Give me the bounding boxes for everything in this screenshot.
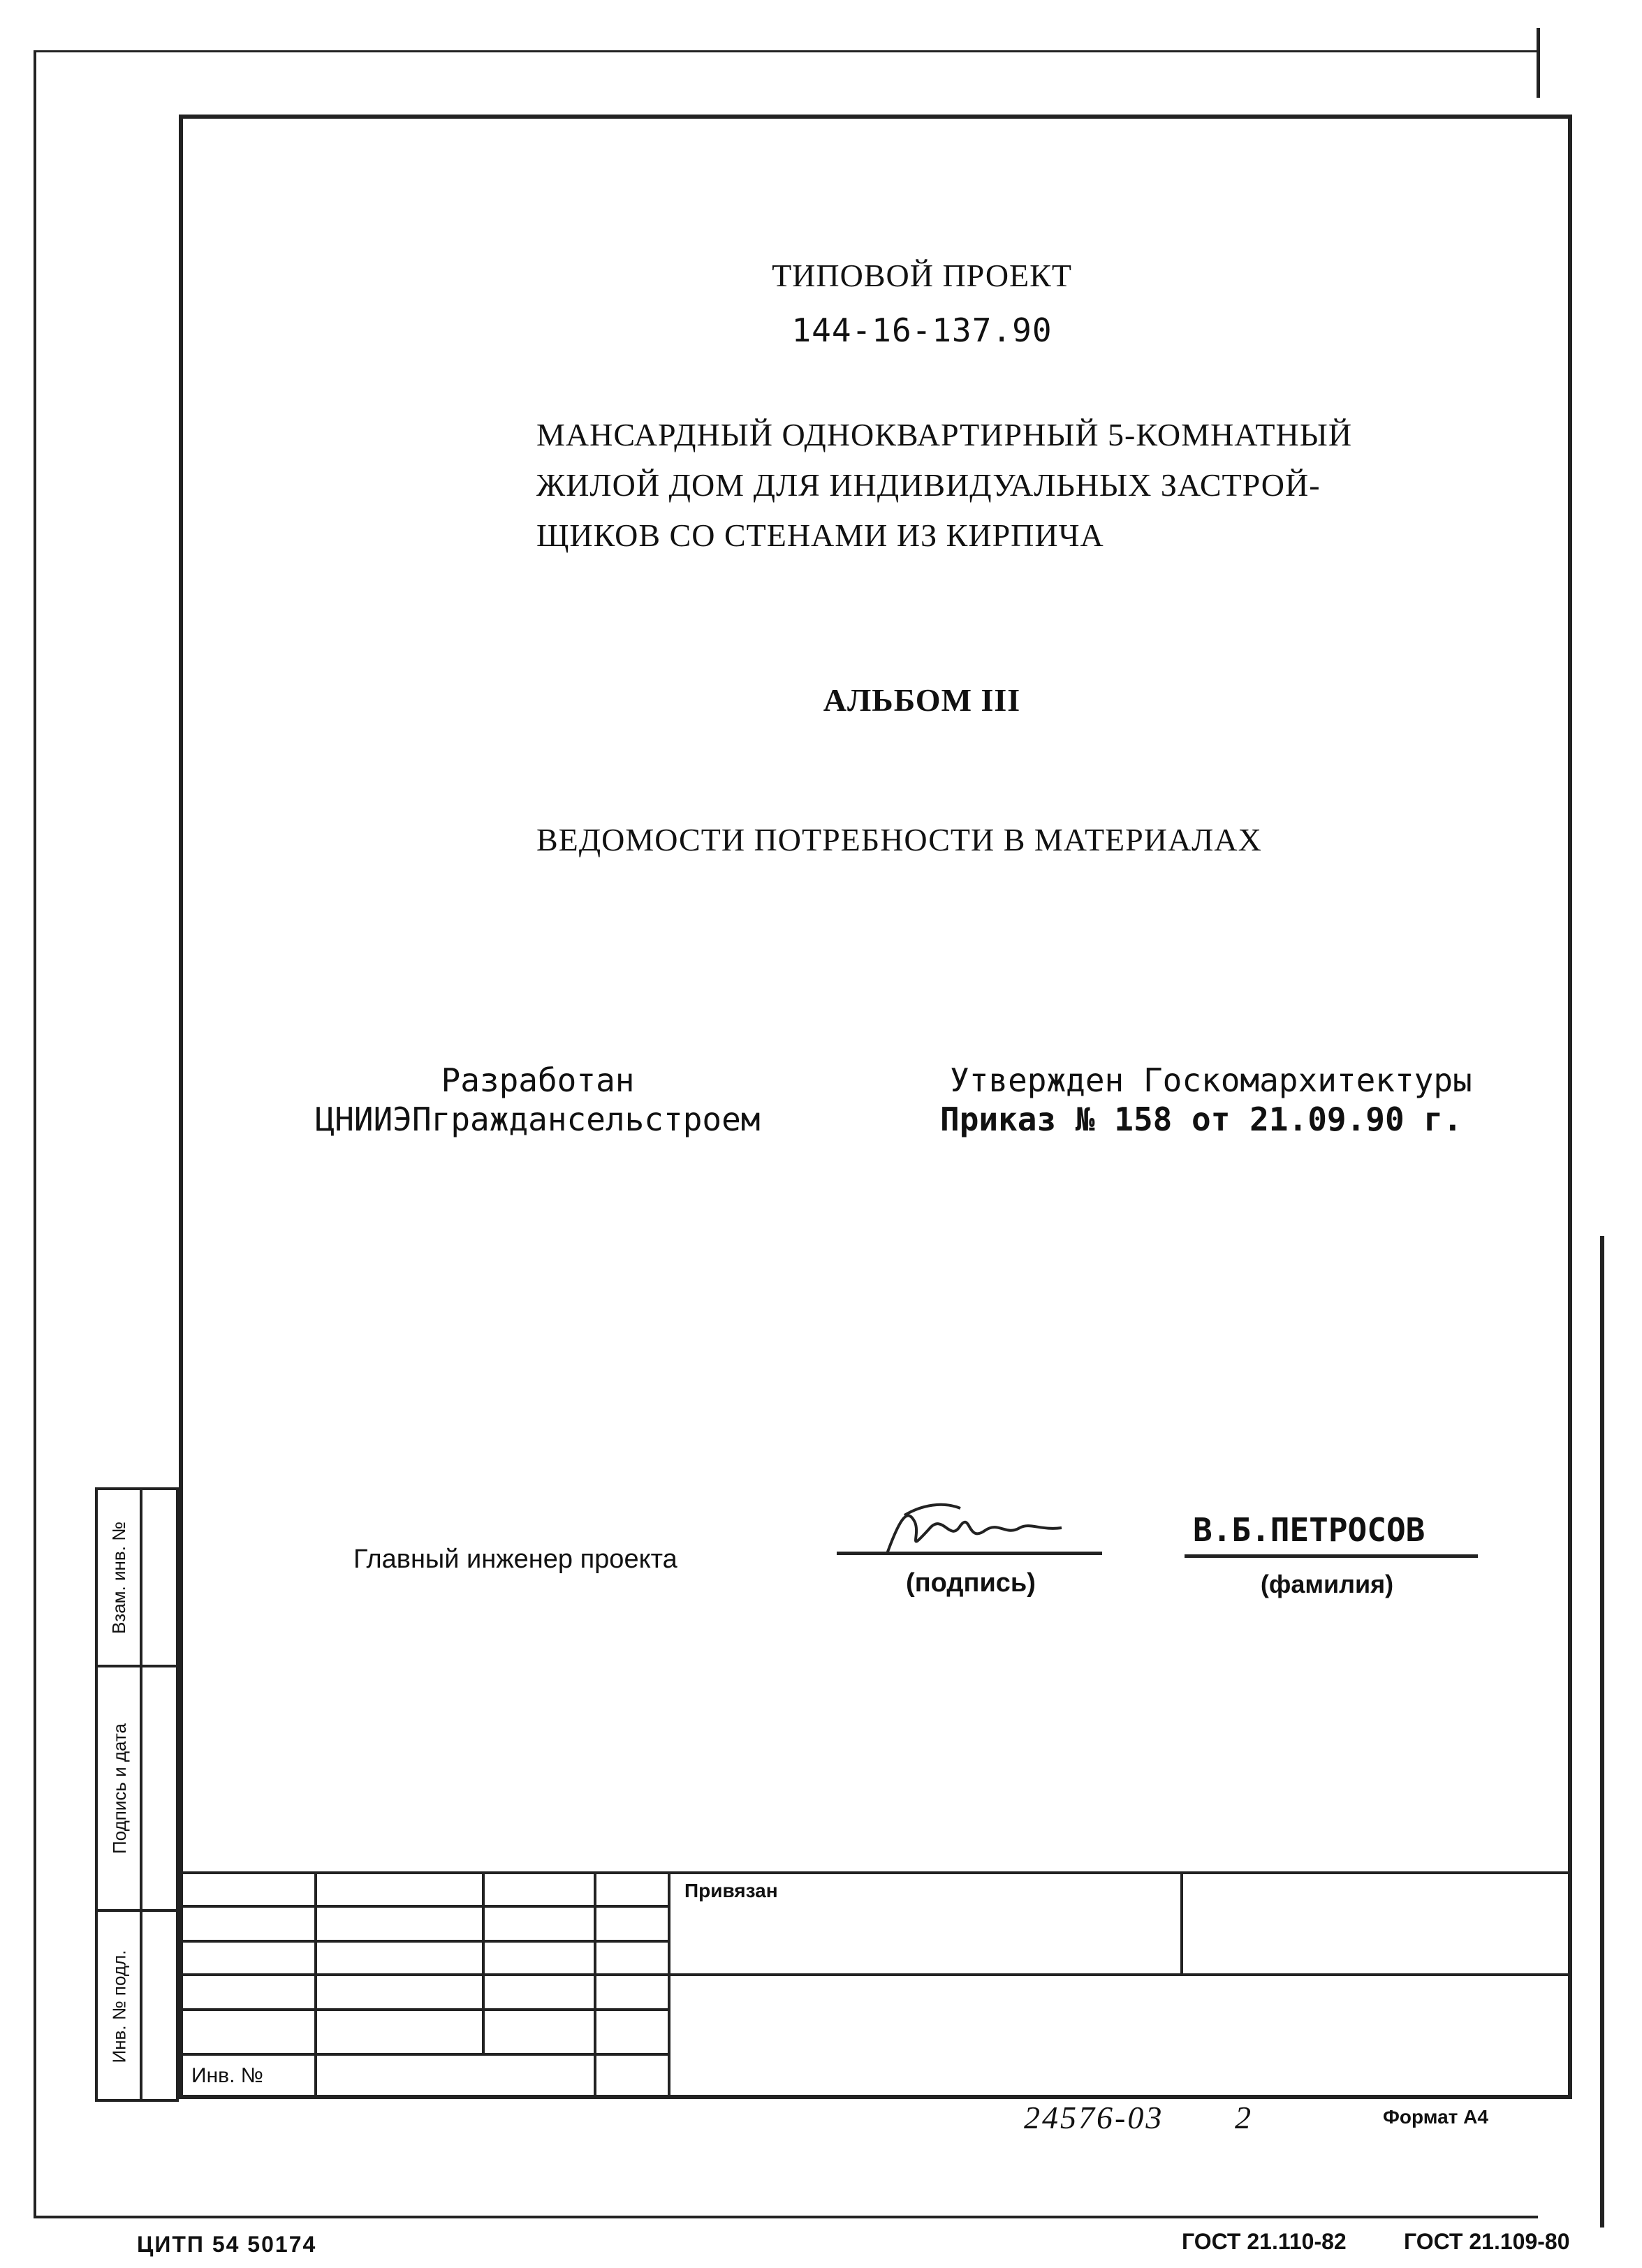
gost-reference-2: ГОСТ 21.109-80	[1404, 2229, 1570, 2254]
chief-engineer-role: Главный инженер проекта	[353, 1545, 677, 1574]
side-stamp	[95, 1487, 179, 2102]
side-label-signature-date: Подпись и дата	[108, 1723, 130, 1854]
side-stamp-divider	[140, 1490, 142, 2099]
inv-label: Инв. №	[191, 2064, 263, 2087]
printer-code: ЦИТП 54 50174	[137, 2232, 317, 2257]
title-block-line	[594, 1871, 596, 2095]
approved-label: Утвержден Госкомархитектуры	[950, 1061, 1472, 1099]
corner-mark	[1537, 28, 1540, 98]
title-block-line	[179, 1973, 1572, 1976]
side-label-original-inv: Инв. № подл.	[108, 1950, 130, 2063]
signature-line	[837, 1552, 1102, 1555]
title-block-line	[1180, 1871, 1183, 1973]
linked-label: Привязан	[684, 1880, 778, 1901]
outer-right-border	[1600, 1236, 1604, 2228]
signature-caption: (подпись)	[906, 1568, 1036, 1598]
title-block-line	[482, 1871, 485, 2053]
document-number: 24576-03	[1024, 2100, 1164, 2135]
title-line-3: ЩИКОВ СО СТЕНАМИ ИЗ КИРПИЧА	[536, 517, 1104, 553]
title-block-line	[179, 1871, 1572, 1874]
title-line-1: МАНСАРДНЫЙ ОДНОКВАРТИРНЫЙ 5-КОМНАТНЫЙ	[536, 417, 1353, 452]
project-type: ТИПОВОЙ ПРОЕКТ	[772, 258, 1072, 293]
sheet-number: 2	[1235, 2100, 1251, 2135]
title-block-line	[314, 1871, 317, 2095]
signature-image	[838, 1487, 1117, 1571]
gost-reference-1: ГОСТ 21.110-82	[1182, 2229, 1347, 2254]
name-caption: (фамилия)	[1260, 1570, 1394, 1598]
developed-label: Разработан	[441, 1061, 635, 1099]
engineer-name: В.Б.ПЕТРОСОВ	[1193, 1511, 1425, 1549]
developed-by: ЦНИИЭПграждансельстроем	[315, 1100, 761, 1138]
project-number: 144-16-137.90	[791, 311, 1053, 349]
side-label-replacement-inv: Взам. инв. №	[108, 1521, 130, 1634]
format-label: Формат А4	[1383, 2106, 1488, 2128]
section-title: ВЕДОМОСТИ ПОТРЕБНОСТИ В МАТЕРИАЛАХ	[536, 822, 1262, 857]
album-label: АЛЬБОМ III	[823, 682, 1021, 718]
title-block-line	[668, 1871, 670, 2095]
name-line	[1185, 1554, 1478, 1558]
title-line-2: ЖИЛОЙ ДОМ ДЛЯ ИНДИВИДУАЛЬНЫХ ЗАСТРОЙ-	[536, 467, 1321, 503]
approval-order: Приказ № 158 от 21.09.90 г.	[940, 1100, 1463, 1138]
